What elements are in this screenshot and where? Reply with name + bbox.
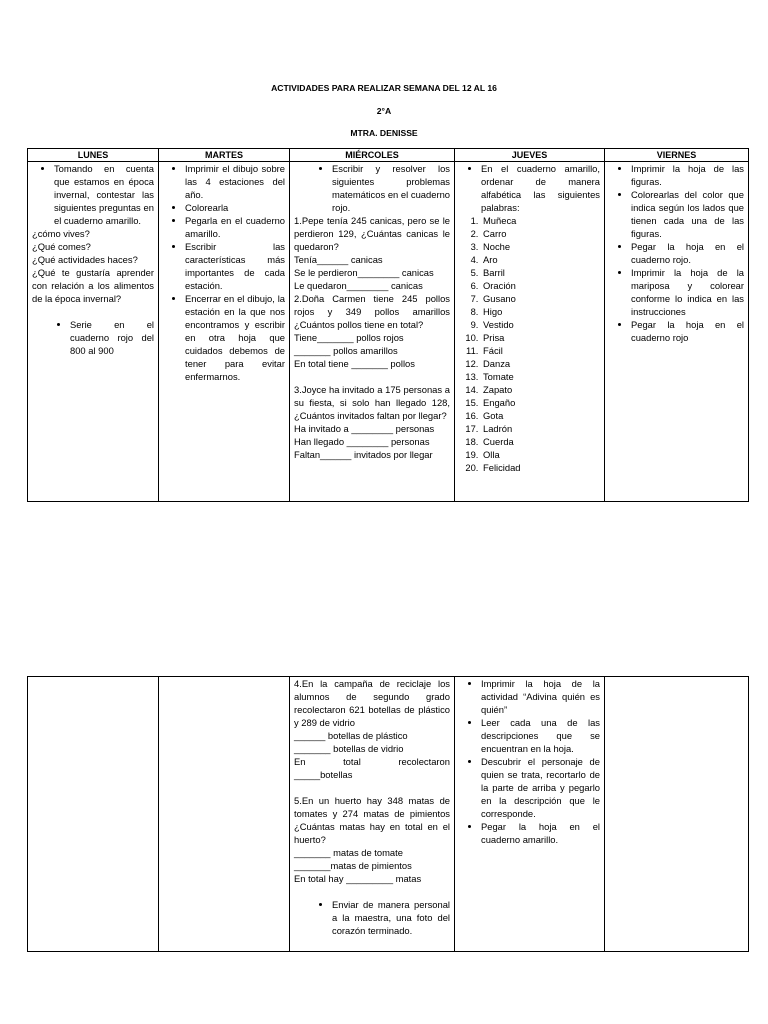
lunes-question: ¿Qué actividades haces? [32,254,138,265]
day-header-viernes: VIERNES [605,149,749,162]
martes-item: • Imprimir el dibujo sobre las 4 estaciones del año. [185,162,285,201]
problem-1-line: Tenía______ canicas [294,254,383,265]
martes-cell-continued [159,677,290,952]
activities-row [28,162,749,502]
problem-2-line: _______ pollos amarillos [294,345,398,356]
jueves-item: • Leer cada una de las descripciones que se encuentran en la hoja. [481,716,600,755]
lunes-question: ¿cómo vives? [32,228,90,239]
viernes-item: • Imprimir la hoja de la mariposa y colorear conforme lo indica en las instrucciones [631,266,744,318]
jueves-cell [455,162,605,502]
viernes-item: • Colorearlas del color que indica según los lados que tienen cada una de las figuras. [631,188,744,240]
problem-5-line: _______ matas de tomate [294,847,403,858]
problem-4-line: ______ botellas de plástico [294,730,408,741]
grade-label: 2°A [376,106,392,116]
martes-cell [159,162,290,502]
word-list-item: 19. Olla [481,448,600,461]
problem-5-line: En total hay _________ matas [294,873,422,884]
word-list-item: 4. Aro [481,253,600,266]
lunes-question: ¿Qué comes? [32,241,91,252]
problem-4-line: _____botellas [294,769,353,780]
lunes-cell [28,162,159,502]
teacher-name: MTRA. DENISSE [350,128,418,138]
word-list-item: 16. Gota [481,409,600,422]
word-list-item: 18. Cuerda [481,435,600,448]
word-list-item: 20. Felicidad [481,461,600,474]
miercoles-cell [290,162,455,502]
problem-4: 4.En la campaña de reciclaje los alumnos de segundo grado recolectaron 621 botellas de plástico y 289 de vidrio [294,678,450,728]
schedule-table-page1 [27,148,749,502]
problem-3: 3.Joyce ha invitado a 175 personas a su fiesta, si solo han llegado 128, ¿Cuántos invitados faltan por llegar? [294,384,450,421]
problem-5-line: _______matas de pimientos [294,860,412,871]
word-list-item: 2. Carro [481,227,600,240]
word-list [459,214,600,474]
word-list-item: 10. Prisa [481,331,600,344]
day-header-jueves: JUEVES [455,149,605,162]
activities-row-continued [28,677,749,952]
jueves-item: • Pegar la hoja en el cuaderno amarillo. [481,820,600,846]
word-list-item: 17. Ladrón [481,422,600,435]
jueves-cell-continued [455,677,605,952]
word-list-item: 1. Muñeca [481,214,600,227]
problem-4-line: _______ botellas de vidrio [294,743,404,754]
miercoles-send-photo-task: • Enviar de manera personal a la maestra, una foto del corazón terminado. [332,898,450,937]
problem-1-line: Se le perdieron________ canicas [294,267,434,278]
word-list-item: 9. Vestido [481,318,600,331]
lunes-instruction: • Tomando en cuenta que estamos en época invernal, contestar las siguientes preguntas en el cuaderno amarillo. [54,162,154,227]
martes-item: • Encerrar en el dibujo, la estación en la que nos encontramos y escribir en otra hoja que cuidados debemos de tener para evitar enfermarnos. [185,292,285,383]
problem-3-line: Faltan______ invitados por llegar [294,449,433,460]
day-header-miercoles: MIÉRCOLES [290,149,455,162]
problem-2-line: En total tiene _______ pollos [294,358,415,369]
problem-1-line: Le quedaron________ canicas [294,280,423,291]
day-header-martes: MARTES [159,149,290,162]
word-list-item: 3. Noche [481,240,600,253]
lunes-series-task: • Serie en el cuaderno rojo del 800 al 900 [70,318,154,357]
word-list-item: 14. Zapato [481,383,600,396]
jueves-item: • Descubrir el personaje de quien se trata, recortarlo de la parte de arriba y pegarlo en la descripción que le corresponde. [481,755,600,820]
word-list-item: 8. Higo [481,305,600,318]
martes-item: • Colorearla [185,201,285,214]
viernes-cell [605,162,749,502]
schedule-table-page2 [27,676,749,952]
problem-4-line: En total recolectaron [294,756,450,767]
problem-2: 2.Doña Carmen tiene 245 pollos rojos y 349 pollos amarillos ¿Cuántos pollos tiene en total? [294,293,450,330]
word-list-item: 7. Gusano [481,292,600,305]
viernes-cell-continued [605,677,749,952]
problem-3-line: Ha invitado a ________ personas [294,423,435,434]
viernes-item: • Pegar la hoja en el cuaderno rojo. [631,240,744,266]
word-list-item: 6. Oración [481,279,600,292]
days-header-row [28,149,749,162]
lunes-question: ¿Qué te gustaría aprender con relación a los alimentos de la época invernal? [32,267,154,304]
word-list-item: 5. Barril [481,266,600,279]
martes-item: • Escribir las características más importantes de cada estación. [185,240,285,292]
miercoles-cell-continued [290,677,455,952]
problem-3-line: Han llegado ________ personas [294,436,430,447]
viernes-item: • Imprimir la hoja de las figuras. [631,162,744,188]
martes-item: • Pegarla en el cuaderno amarillo. [185,214,285,240]
problem-1: 1.Pepe tenía 245 canicas, pero se le perdieron 129, ¿Cuántas canicas le quedaron? [294,215,450,252]
word-list-item: 12. Danza [481,357,600,370]
problem-5: 5.En un huerto hay 348 matas de tomates y 274 matas de pimientos ¿Cuántas matas hay en total en el huerto? [294,795,450,845]
jueves-instruction: • En el cuaderno amarillo, ordenar de manera alfabética las siguientes palabras: [481,162,600,214]
word-list-item: 13. Tomate [481,370,600,383]
day-header-lunes: LUNES [28,149,159,162]
viernes-item: • Pegar la hoja en el cuaderno rojo [631,318,744,344]
word-list-item: 11. Fácil [481,344,600,357]
problem-2-line: Tiene_______ pollos rojos [294,332,404,343]
lunes-cell-continued [28,677,159,952]
document-title: ACTIVIDADES PARA REALIZAR SEMANA DEL 12 AL 16 [271,83,497,93]
jueves-item: • Imprimir la hoja de la actividad “Adivina quién es quién” [481,677,600,716]
miercoles-instruction: • Escribir y resolver los siguientes problemas matemáticos en el cuaderno rojo. [332,162,450,214]
word-list-item: 15. Engaño [481,396,600,409]
